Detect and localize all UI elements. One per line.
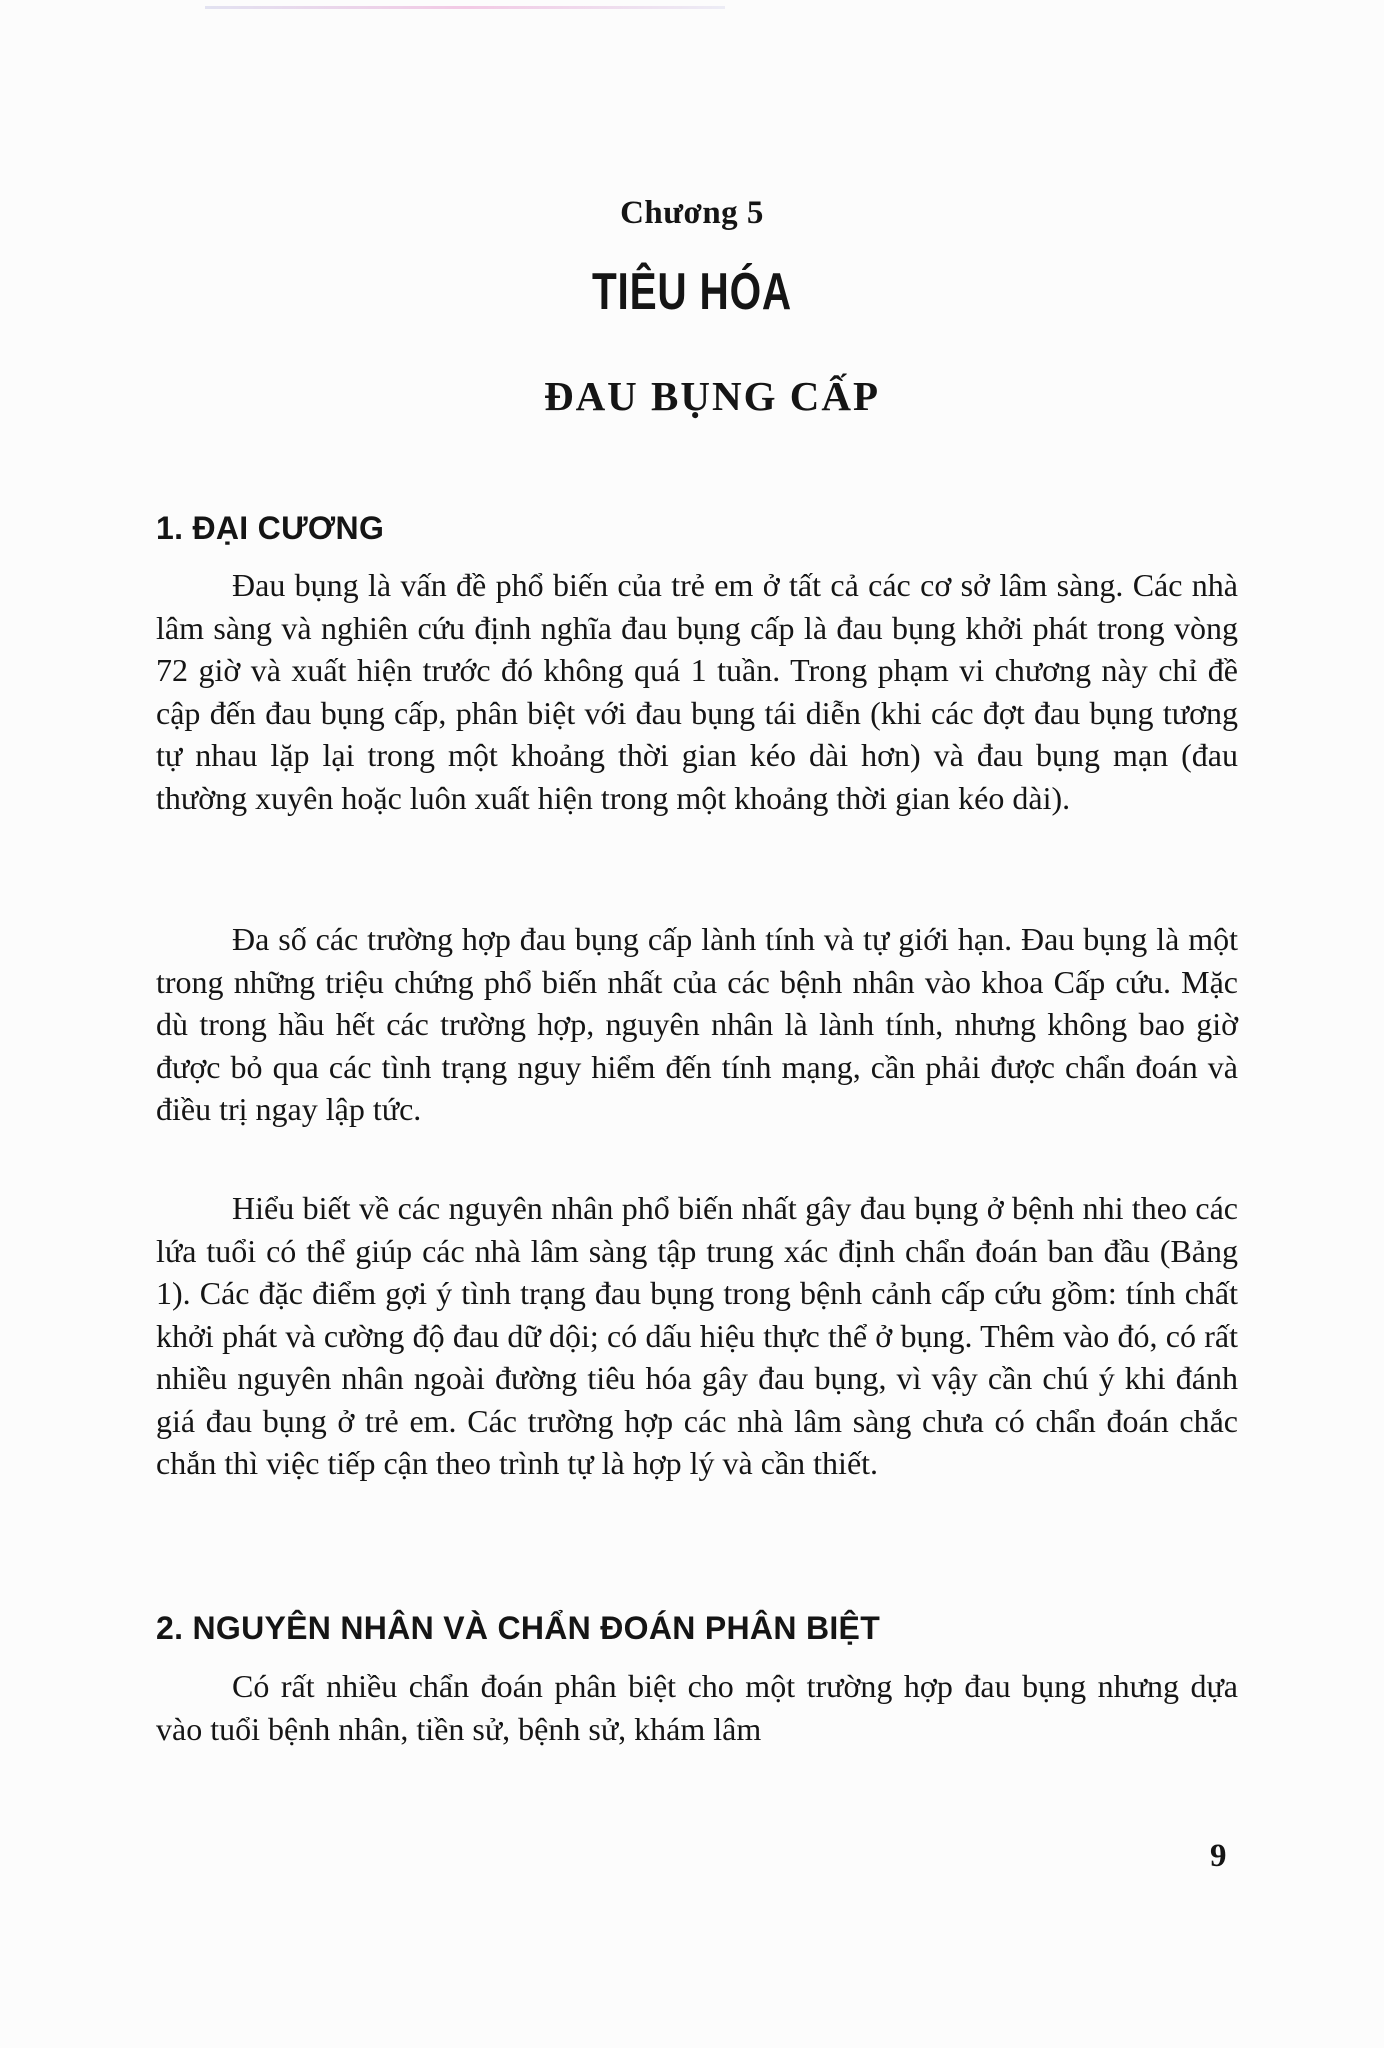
paragraph-causes-1: Có rất nhiều chẩn đoán phân biệt cho một trường hợp đau bụng nhưng dựa vào tuổi bệnh nhân, tiền sử, bệnh sử, khám lâm: [156, 1668, 1238, 1747]
section-heading-overview: 1. ĐẠI CƯƠNG: [156, 510, 385, 546]
paragraph-overview-2: Đa số các trường hợp đau bụng cấp lành tính và tự giới hạn. Đau bụng là một trong những triệu chứng phổ biến nhất của các bệnh nhân vào khoa Cấp cứu. Mặc dù trong hầu hết các trường hợp, nguyên nhân là lành tính, nhưng không bao giờ được bỏ qua các tình trạng nguy hiểm đến tính mạng, cần phải được chẩn đoán và điều trị ngay lập tức.: [156, 921, 1238, 1127]
part-title: TIÊU HÓA: [591, 263, 793, 321]
chapter-label: Chương 5: [620, 195, 764, 231]
page-number: 9: [1210, 1838, 1227, 1874]
topic-title: ĐAU BỤNG CẤP: [543, 373, 881, 419]
section-heading-causes: 2. NGUYÊN NHÂN VÀ CHẨN ĐOÁN PHÂN BIỆT: [156, 1610, 881, 1646]
paragraph-overview-3: Hiểu biết về các nguyên nhân phổ biến nhất gây đau bụng ở bệnh nhi theo các lứa tuổi có thể giúp các nhà lâm sàng tập trung xác định chẩn đoán ban đầu (Bảng 1). Các đặc điểm gợi ý tình trạng đau bụng trong bệnh cảnh cấp cứu gồm: tính chất khởi phát và cường độ đau dữ dội; có dấu hiệu thực thể ở bụng. Thêm vào đó, có rất nhiều nguyên nhân ngoài đường tiêu hóa gây đau bụng, vì vậy cần chú ý khi đánh giá đau bụng ở trẻ em. Các trường hợp các nhà lâm sàng chưa có chẩn đoán chắc chắn thì việc tiếp cận theo trình tự là hợp lý và cần thiết.: [156, 1190, 1238, 1481]
paragraph-overview-1: Đau bụng là vấn đề phổ biến của trẻ em ở tất cả các cơ sở lâm sàng. Các nhà lâm sàng và nghiên cứu định nghĩa đau bụng cấp là đau bụng khởi phát trong vòng 72 giờ và xuất hiện trước đó không quá 1 tuần. Trong phạm vi chương này chỉ đề cập đến đau bụng cấp, phân biệt với đau bụng tái diễn (khi các đợt đau bụng tương tự nhau lặp lại trong một khoảng thời gian kéo dài hơn) và đau bụng mạn (đau thường xuyên hoặc luôn xuất hiện trong một khoảng thời gian kéo dài).: [156, 567, 1238, 816]
scan-edge-mark: [205, 6, 725, 9]
